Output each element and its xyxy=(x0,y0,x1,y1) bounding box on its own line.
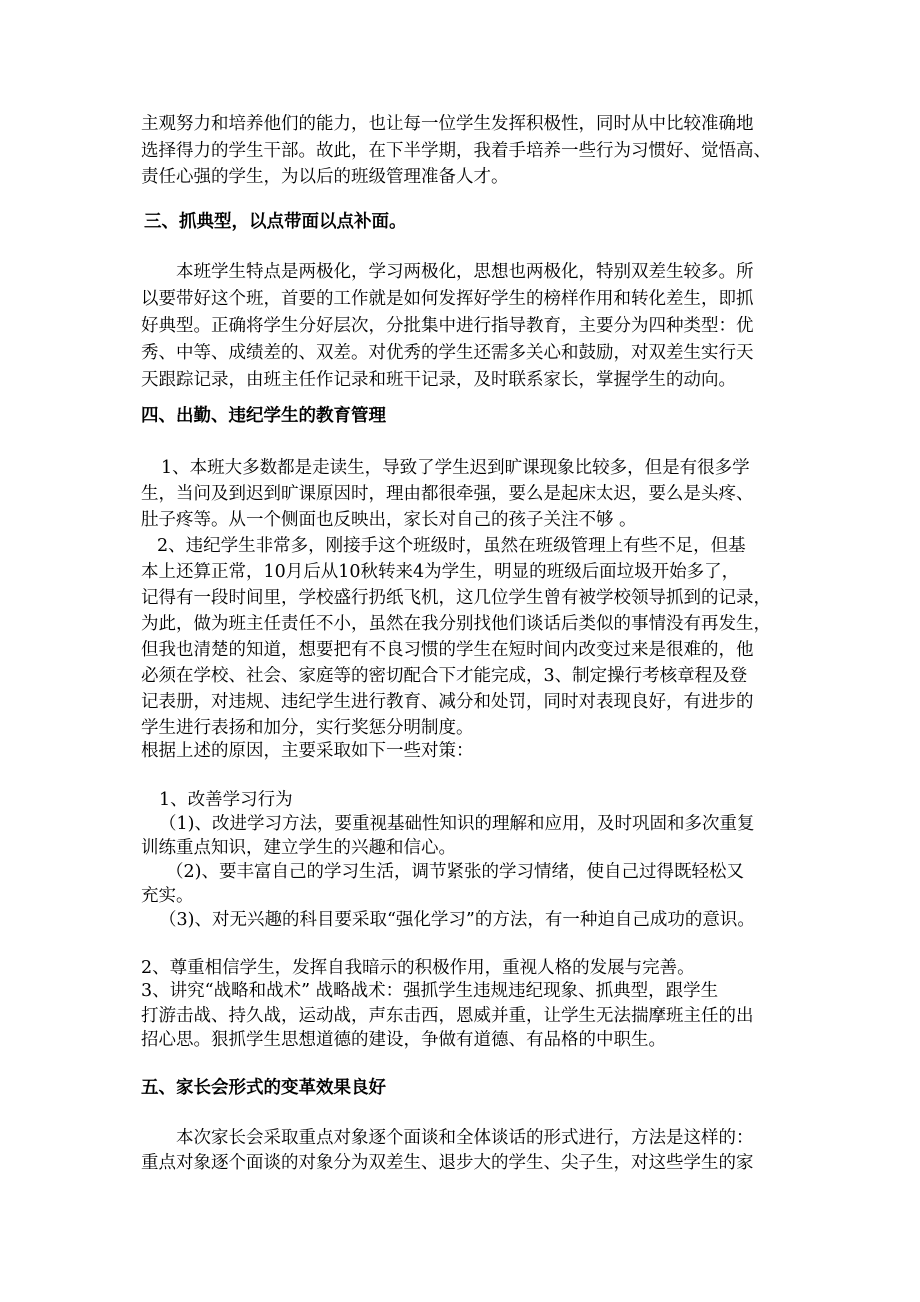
section-heading-5: 五、家长会形式的变革效果良好 xyxy=(141,1078,386,1098)
paragraph-intro-line-2: 选择得力的学生干部。故此，在下半学期，我着手培养一些行为习惯好、觉悟高、 xyxy=(141,141,771,161)
measure-3-line-3: 招心思。狠抓学生思想道德的建设，争做有道德、有品格的中职生。 xyxy=(141,1030,666,1050)
measure-1-title: 1、改善学习行为 xyxy=(159,790,293,810)
measure-1-item-3: （3)、对无兴趣的科目要采取“强化学习”的方法，有一种迫自己成功的意识。 xyxy=(159,910,755,930)
paragraph-4-2-line-2: 本上还算正常，10月后从10秋转来4为学生，明显的班级后面垃圾开始多了， xyxy=(141,562,740,582)
paragraph-5-line-2: 重点对象逐个面谈的对象分为双差生、退步大的学生、尖子生，对这些学生的家 xyxy=(141,1153,754,1173)
paragraph-3-line-3: 好典型。正确将学生分好层次，分批集中进行指导教育，主要分为四种类型：优 xyxy=(141,316,754,336)
paragraph-3-line-4: 秀、中等、成绩差的、双差。对优秀的学生还需多关心和鼓励，对双差生实行天 xyxy=(141,343,754,363)
paragraph-4-2-line-6: 必须在学校、社会、家庭等的密切配合下才能完成，3、制定操行考核章程及登 xyxy=(141,666,748,686)
paragraph-4-1-line-1: 1、本班大多数都是走读生，导致了学生迟到旷课现象比较多，但是有很多学 xyxy=(161,458,750,478)
paragraph-3-line-2: 以要带好这个班，首要的工作就是如何发挥好学生的榜样作用和转化差生，即抓 xyxy=(141,289,754,309)
paragraph-4-1-line-3: 肚子疼等。从一个侧面也反映出，家长对自己的孩子关注不够 。 xyxy=(141,510,637,530)
measures-intro: 根据上述的原因，主要采取如下一些对策： xyxy=(141,741,474,761)
paragraph-intro-line-1: 主观努力和培养他们的能力，也让每一位学生发挥积极性，同时从中比较准确地 xyxy=(141,114,754,134)
measure-3-line-2: 打游击战、持久战，运动战，声东击西，恩威并重，让学生无法揣摩班主任的出 xyxy=(141,1006,754,1026)
measure-2: 2、尊重相信学生，发挥自我暗示的积极作用，重视人格的发展与完善。 xyxy=(141,958,695,978)
section-heading-3: 三、抓典型，以点带面以点补面。 xyxy=(144,212,407,232)
paragraph-4-2-line-1: 2、违纪学生非常多，刚接手这个班级时，虽然在班级管理上有些不足，但基 xyxy=(157,536,746,556)
measure-3-line-1: 3、讲究“战略和战术” 战略战术：强抓学生违规违纪现象、抓典型，跟学生 xyxy=(141,981,719,1001)
section-heading-4: 四、出勤、违纪学生的教育管理 xyxy=(141,406,386,426)
paragraph-4-2-line-8: 学生进行表扬和加分，实行奖惩分明制度。 xyxy=(141,718,474,738)
paragraph-4-2-line-3: 记得有一段时间里，学校盛行扔纸飞机，这几位学生曾有被学校领导抓到的记录， xyxy=(141,588,771,608)
paragraph-4-2-line-7: 记表册，对违规、违纪学生进行教育、减分和处罚，同时对表现良好，有进步的 xyxy=(141,692,754,712)
measure-1-item-2-line-2: 充实。 xyxy=(141,886,194,906)
measure-1-item-1-line-1: （1)、改进学习方法，要重视基础性知识的理解和应用，及时巩固和多次重复 xyxy=(159,814,755,834)
measure-1-item-1-line-2: 训练重点知识，建立学生的兴趣和信心。 xyxy=(141,838,456,858)
measure-1-item-2-line-1: （2)、要丰富自己的学习生活，调节紧张的学习情绪，使自己过得既轻松又 xyxy=(166,862,744,882)
paragraph-3-line-5: 天跟踪记录，由班主任作记录和班干记录，及时联系家长，掌握学生的动向。 xyxy=(141,370,736,390)
paragraph-4-1-line-2: 生，当问及到迟到旷课原因时，理由都很牵强，要么是起床太迟，要么是头疼、 xyxy=(141,484,754,504)
paragraph-intro-line-3: 责任心强的学生，为以后的班级管理准备人才。 xyxy=(141,167,509,187)
paragraph-4-2-line-5: 但我也清楚的知道，想要把有不良习惯的学生在短时间内改变过来是很难的，他 xyxy=(141,640,754,660)
paragraph-3-line-1: 本班学生特点是两极化，学习两极化，思想也两极化，特别双差生较多。所 xyxy=(176,262,754,282)
paragraph-5-line-1: 本次家长会采取重点对象逐个面谈和全体谈话的形式进行，方法是这样的： xyxy=(176,1128,754,1148)
paragraph-4-2-line-4: 为此，做为班主任责任不小，虽然在我分别找他们谈话后类似的事情没有再发生， xyxy=(141,614,771,634)
